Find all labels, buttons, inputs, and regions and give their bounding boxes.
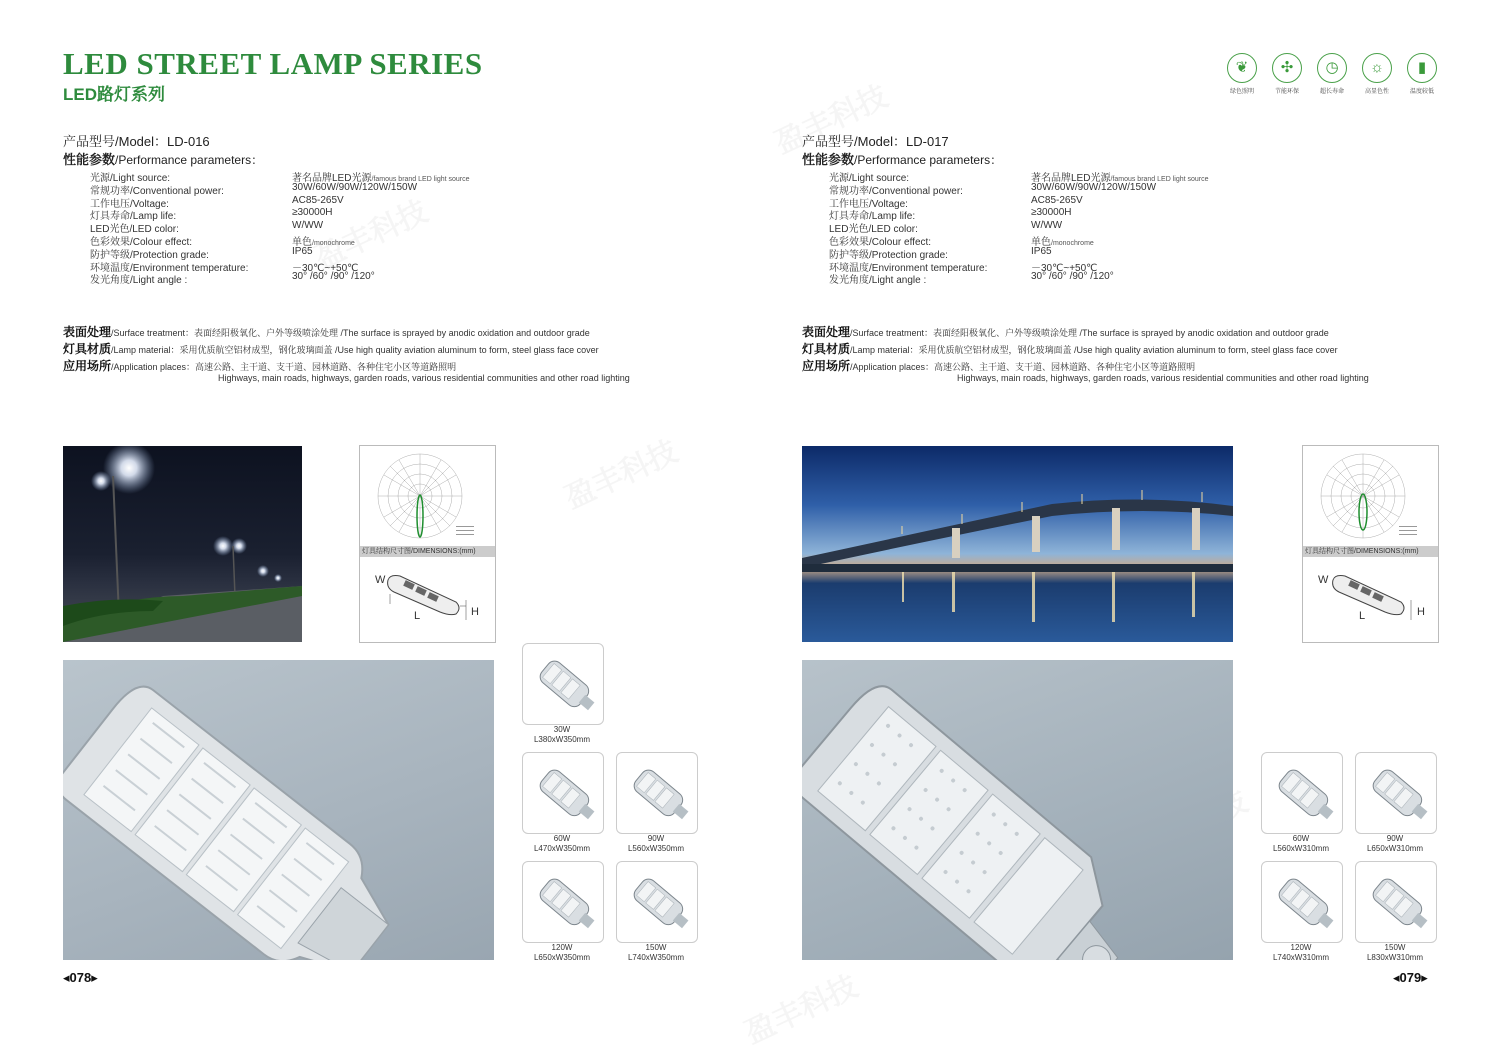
product-photo-ld016 [63,660,494,960]
spec-value [292,195,344,206]
variant-power: 30W [553,725,571,734]
light-distribution-diagram [359,445,496,643]
spec-value-note: /famous brand LED light source [371,176,470,183]
application-places-en: Highways, main roads, highways, garden roads, various residential communities and other road lighting [957,373,1369,383]
variant-thumbnail [522,643,604,725]
spec-value-text: －30℃~+50℃ [292,262,359,274]
sun-ring-icon: ☼ [1362,53,1392,83]
spec-value [292,220,323,231]
variant-thumbnail [1261,752,1343,834]
variant-power: 120W [551,943,573,952]
page-number: ◂079▸ [1393,970,1428,985]
variant-thumbnail [1261,861,1343,943]
variant-size: L560xW350mm [627,844,685,853]
variant-size: L740xW350mm [627,953,685,962]
spec-value-text: 30W/60W/90W/120W/150W [292,181,418,193]
application-places: 应用场所/Application places：高速公路、主干道、支干道、园林道路、各种住宅小区等道路照明 [802,359,1196,373]
polar-chart-icon [1303,446,1438,546]
surface-treatment: 表面处理/Surface treatment：表面经阳极氧化、户外等级喷涂处理 /The surface is sprayed by anodic oxidation and outdoor grade [802,325,1329,339]
spec-value [292,246,313,257]
spec-value [292,207,333,218]
lamp-dimension-drawing [1303,558,1438,642]
light-distribution-diagram [1302,445,1439,643]
application-places: 应用场所/Application places：高速公路、主干道、支干道、园林道路、各种住宅小区等道路照明 [63,359,457,373]
spec-value-text: W/WW [1031,220,1063,232]
spec-value-text: 单色 [292,237,312,248]
spec-value-text: 30° /60° /90° /120° [292,271,375,283]
surface-treatment: 表面处理/Surface treatment：表面经阳极氧化、户外等级喷涂处理 /The surface is sprayed by anodic oxidation and outdoor grade [63,325,590,339]
spec-value-note: /monochrome [1051,240,1094,247]
bridge-night-photo [802,446,1233,642]
spec-value-text: 30° /60° /90° /120° [1031,271,1114,283]
spec-label: LED光色/LED color: [90,224,179,236]
spec-value [292,182,417,193]
model-number: 产品型号/Model：LD-016 [63,134,210,149]
spec-value-text: －30℃~+50℃ [1031,262,1098,274]
lamp-material: 灯具材质/Lamp material：采用优质航空铝材成型，钢化玻璃面盖 /Use high quality aviation aluminum to form, steel glass face cover [63,342,599,356]
page-number: ◂078▸ [63,970,98,985]
spec-value [1031,271,1114,282]
spec-value-text: 著名品牌LED光源 [292,173,372,184]
spec-value-text: AC85-265V [1031,194,1083,206]
variant-power: 60W [553,834,571,843]
feature-label: 高显色性 [1364,89,1389,95]
feature-label: 节能环保 [1274,89,1299,95]
variant-thumbnail [616,752,698,834]
spec-value-text: 30W/60W/90W/120W/150W [1031,181,1157,193]
spec-label: 色彩效果/Colour effect: [829,237,932,248]
dimension-w-label: W [1318,574,1329,586]
dimension-h-label: H [1417,606,1425,618]
variant-power: 150W [1384,943,1406,952]
spec-value-text: 单色 [1031,237,1051,248]
spec-label: LED光色/LED color: [829,224,918,236]
variant-thumbnail [522,861,604,943]
lamp-material: 灯具材质/Lamp material：采用优质航空铝材成型，钢化玻璃面盖 /Use high quality aviation aluminum to form, steel glass face cover [802,342,1338,356]
leaf-icon: ❦ [1227,53,1257,83]
spec-label: 防护等级/Protection grade: [90,249,209,261]
spec-label: 灯具寿命/Lamp life: [829,211,916,223]
spec-value [1031,182,1156,193]
spec-label: 环境温度/Environment temperature: [90,262,249,274]
variant-power: 90W [1386,834,1404,843]
variant-size: L380xW350mm [533,735,591,744]
spec-label: 防护等级/Protection grade: [829,249,948,261]
spec-value [1031,246,1052,257]
variant-size: L650xW310mm [1366,844,1424,853]
page-title: LED STREET LAMP SERIES [63,46,483,81]
variant-size: L740xW310mm [1272,953,1330,962]
variant-thumbnail [1355,861,1437,943]
dimension-l-label: L [1359,610,1366,622]
spec-value [1031,220,1062,231]
spec-label: 常规功率/Conventional power: [90,185,224,197]
fan-icon: ✣ [1272,53,1302,83]
model-number: 产品型号/Model：LD-017 [802,134,949,149]
spec-value-text: 著名品牌LED光源 [1031,173,1111,184]
spec-value-text: IP65 [1031,245,1052,257]
spec-value-text: W/WW [292,220,324,232]
page-subtitle: LED路灯系列 [63,85,165,104]
dimension-h-label: H [471,606,479,618]
variant-size: L470xW350mm [533,844,591,853]
variant-size: L830xW310mm [1366,953,1424,962]
spec-value [292,271,375,282]
variant-power: 150W [645,943,667,952]
feature-label: 温度较低 [1409,89,1434,95]
spec-label: 发光角度/Light angle : [829,275,927,287]
spec-value-text: IP65 [292,245,313,257]
dimensions-caption: 灯具结构尺寸图/DIMENSIONS:(mm) [360,546,495,557]
spec-value-text: ≥30000H [1031,207,1072,219]
spec-value [1031,207,1072,218]
feature-label: 超长寿命 [1319,89,1344,95]
spec-label: 环境温度/Environment temperature: [829,262,988,274]
dimensions-caption: 灯具结构尺寸图/DIMENSIONS:(mm) [1303,546,1438,557]
thermometer-icon: ▮ [1407,53,1437,83]
performance-heading: 性能参数/Performance parameters： [802,152,1003,167]
variant-thumbnail [522,752,604,834]
variant-size: L560xW310mm [1272,844,1330,853]
lamp-dimension-drawing [360,558,495,642]
spec-value-text: AC85-265V [292,194,344,206]
product-photo-ld017 [802,660,1233,960]
watermark [556,427,683,518]
spec-label: 常规功率/Conventional power: [829,185,963,197]
watermark [736,962,863,1052]
dimension-w-label: W [375,574,386,586]
variant-power: 120W [1290,943,1312,952]
spec-label: 发光角度/Light angle : [90,275,188,287]
dimension-l-label: L [414,610,421,622]
feature-label: 绿色照明 [1229,89,1254,95]
night-road-photo [63,446,302,642]
spec-label: 光源/Light source: [829,173,910,184]
spec-label: 光源/Light source: [90,173,171,184]
spec-value-text: ≥30000H [292,207,333,219]
spec-label: 灯具寿命/Lamp life: [90,211,177,223]
application-places-en: Highways, main roads, highways, garden roads, various residential communities and other road lighting [218,373,630,383]
polar-chart-icon [360,446,495,546]
clock-icon: ◷ [1317,53,1347,83]
variant-size: L650xW350mm [533,953,591,962]
variant-power: 60W [1292,834,1310,843]
variant-power: 90W [647,834,665,843]
spec-value-note: /monochrome [312,240,355,247]
spec-value [1031,195,1083,206]
spec-label: 色彩效果/Colour effect: [90,237,193,248]
spec-label: 工作电压/Voltage: [90,198,169,210]
performance-heading: 性能参数/Performance parameters： [63,152,264,167]
variant-thumbnail [616,861,698,943]
spec-value-note: /famous brand LED light source [1110,176,1209,183]
spec-label: 工作电压/Voltage: [829,198,908,210]
variant-thumbnail [1355,752,1437,834]
